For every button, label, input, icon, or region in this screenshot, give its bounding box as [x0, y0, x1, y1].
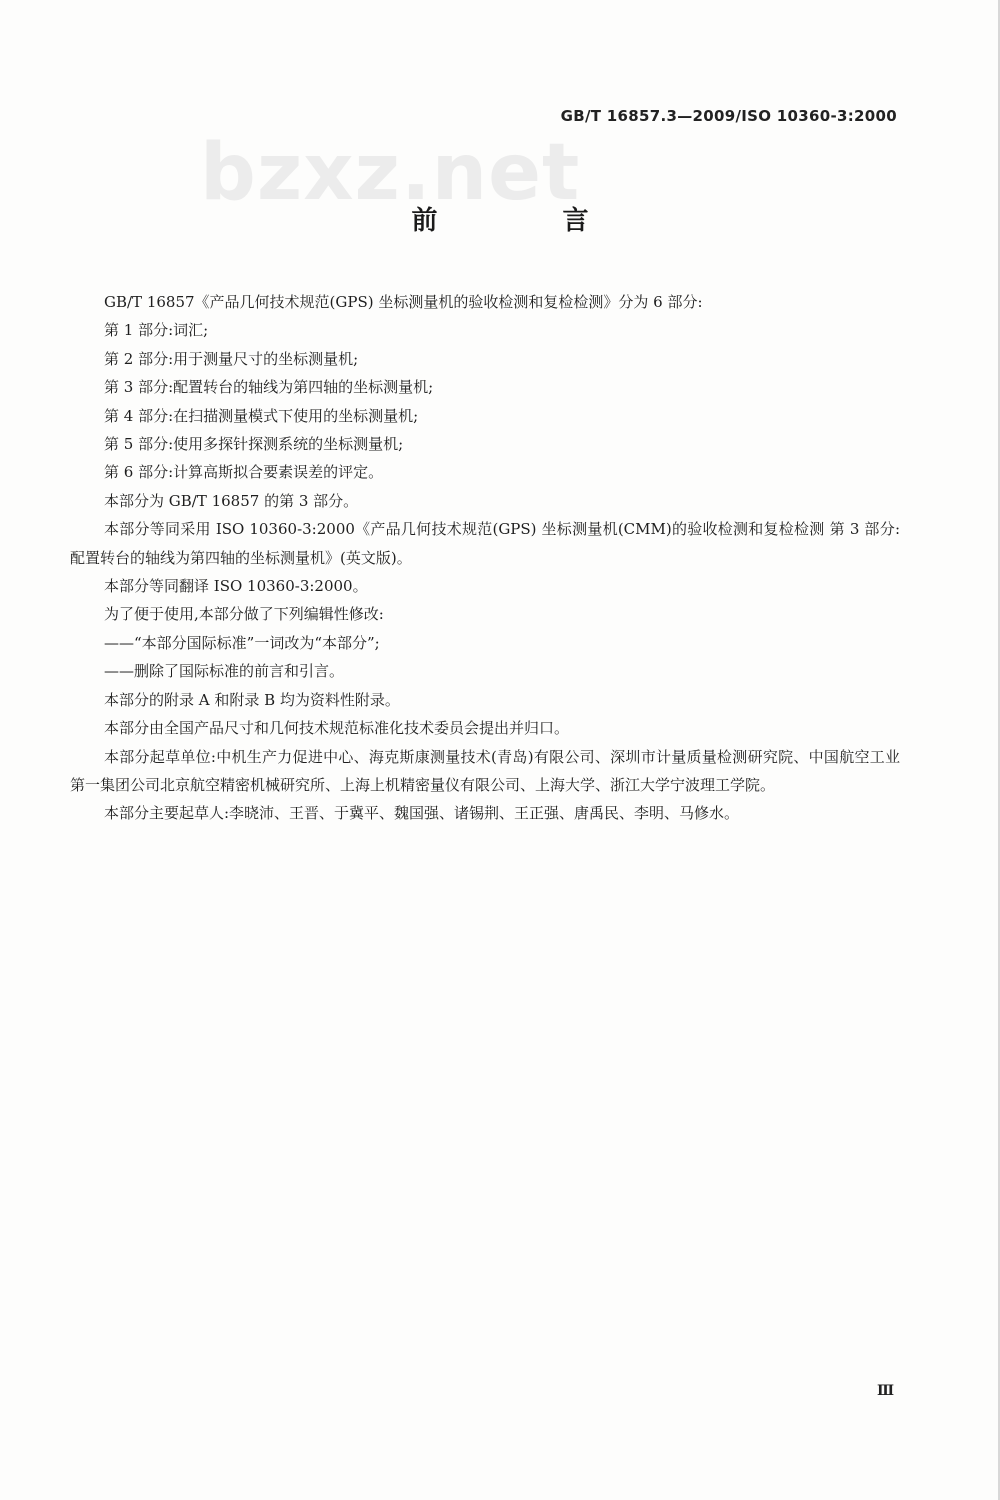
- page-number: Ⅲ: [876, 1383, 894, 1399]
- page-title: 前 言: [411, 206, 647, 236]
- paragraph-part-6: 第 6 部分:计算高斯拟合要素误差的评定。: [104, 463, 384, 482]
- paragraph-drafting-units: 本部分起草单位:中机生产力促进中心、海克斯康测量技术(青岛)有限公司、深圳市计量质量检测研究院、中国航空工业第一集团公司北京航空精密机械研究所、上海上机精密量仪有限公司、上海大学、浙江大学宁波理工学院。: [70, 747, 900, 794]
- paragraph-part-2: 第 2 部分:用于测量尺寸的坐标测量机;: [104, 349, 359, 368]
- paragraph-annexes: 本部分的附录 A 和附录 B 均为资料性附录。: [104, 690, 400, 709]
- paragraph-part-5: 第 5 部分:使用多探针探测系统的坐标测量机;: [104, 435, 404, 454]
- paragraph-committee: 本部分由全国产品尺寸和几何技术规范标准化技术委员会提出并归口。: [104, 719, 570, 738]
- paragraph-part-3: 第 3 部分:配置转台的轴线为第四轴的坐标测量机;: [104, 378, 434, 397]
- paragraph-drafters: 本部分主要起草人:李晓沛、王晋、于冀平、魏国强、诸锡荆、王正强、唐禹民、李明、马修水。: [104, 804, 740, 823]
- foreword-body: [70, 288, 900, 828]
- paragraph-this-part: 本部分为 GB/T 16857 的第 3 部分。: [104, 491, 359, 510]
- paragraph-part-1: 第 1 部分:词汇;: [104, 321, 209, 340]
- paragraph-intro: GB/T 16857《产品几何技术规范(GPS) 坐标测量机的验收检测和复检检测》分为 6 部分:: [104, 293, 703, 311]
- paragraph-part-4: 第 4 部分:在扫描测量模式下使用的坐标测量机;: [104, 406, 419, 425]
- standard-code: GB/T 16857.3—2009/ISO 10360-3:2000: [560, 107, 897, 125]
- paragraph-translation: 本部分等同翻译 ISO 10360-3:2000。: [104, 577, 368, 596]
- paragraph-edit-1: ——“本部分国际标准”一词改为“本部分”;: [104, 633, 380, 652]
- paragraph-edits-intro: 为了便于使用,本部分做了下列编辑性修改:: [104, 605, 384, 624]
- watermark: bzxz.net: [200, 128, 581, 218]
- paragraph-adoption: 本部分等同采用 ISO 10360-3:2000《产品几何技术规范(GPS) 坐标测量机(CMM)的验收检测和复检检测 第 3 部分:配置转台的轴线为第四轴的坐标测量机》(英文版)。: [70, 520, 900, 567]
- paragraph-edit-2: ——删除了国际标准的前言和引言。: [104, 662, 345, 681]
